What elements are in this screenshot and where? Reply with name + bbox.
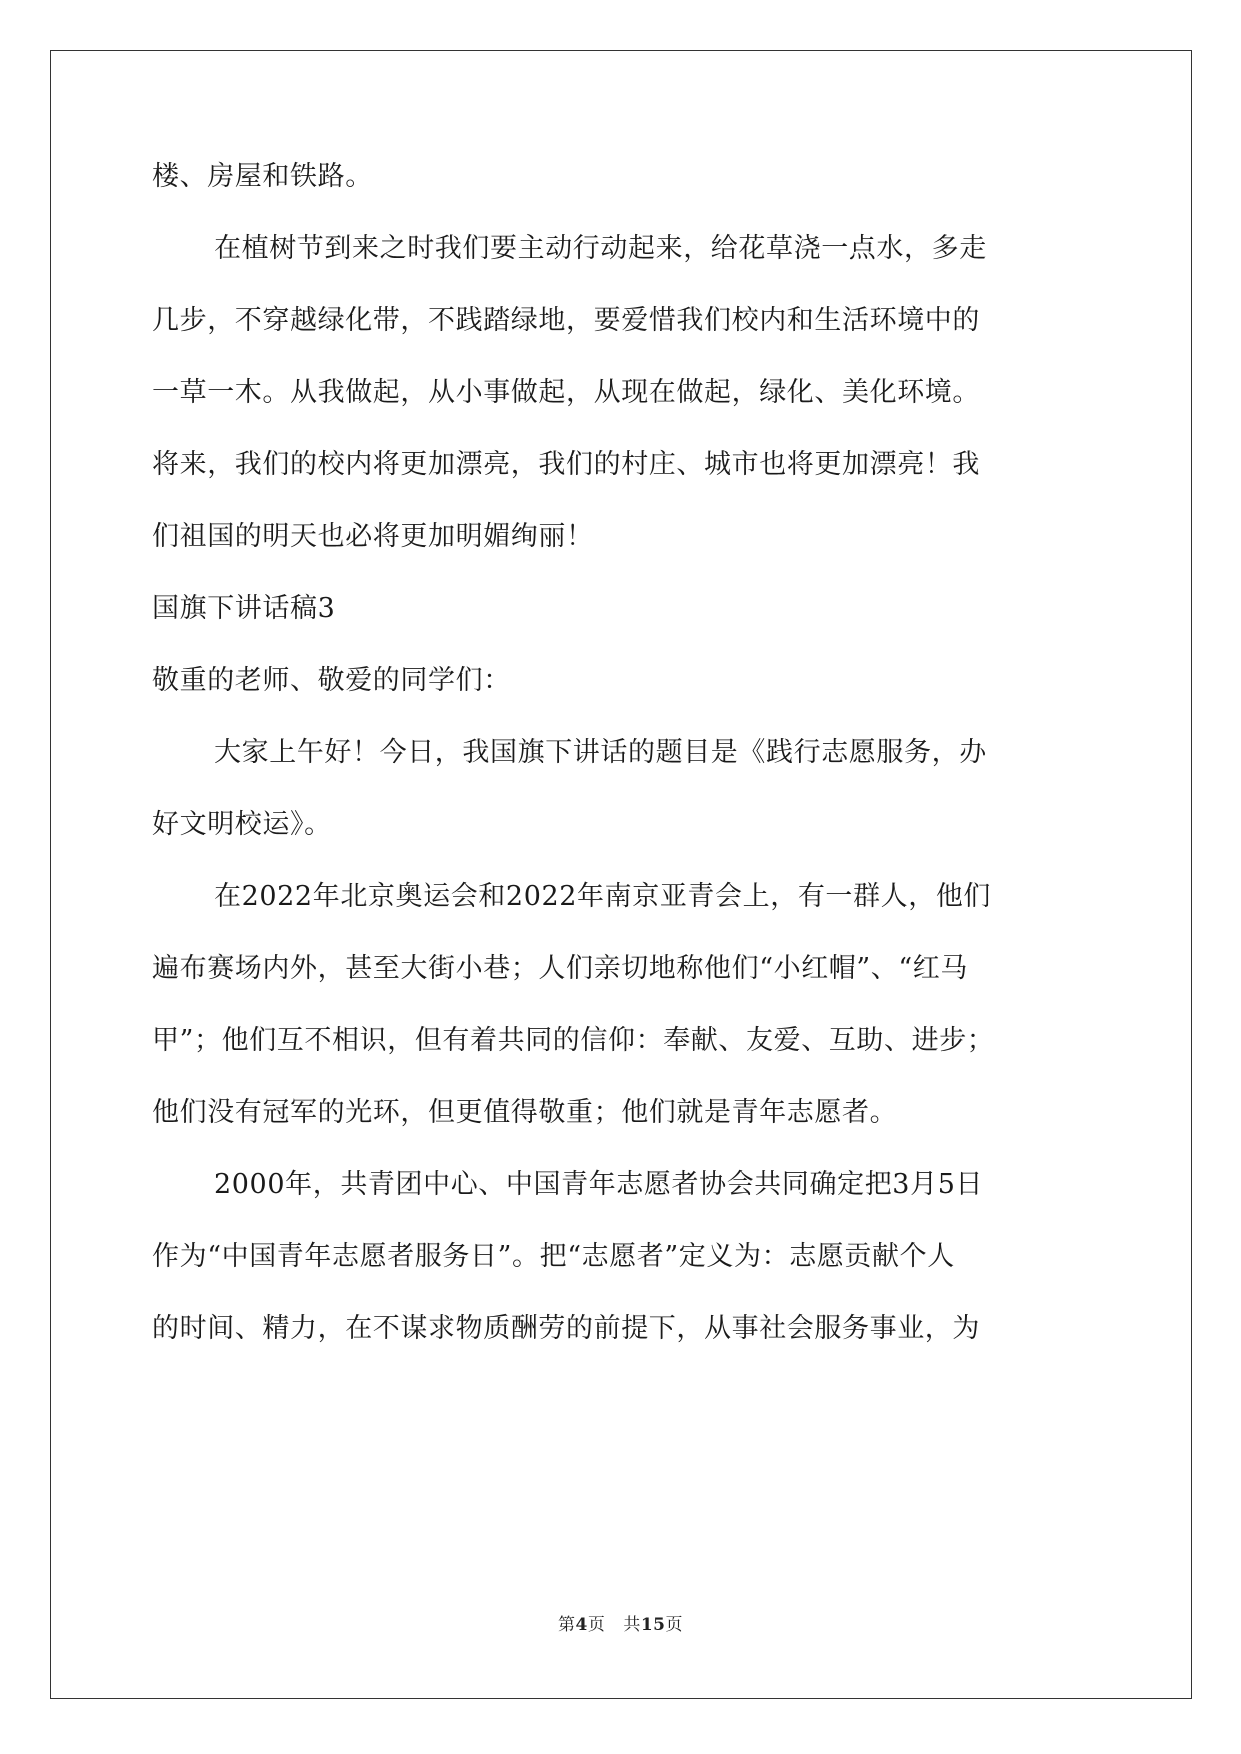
total-page-count: 15	[640, 1615, 666, 1635]
text-line: 他们没有冠军的光环，但更值得敬重；他们就是青年志愿者。	[152, 1097, 898, 1128]
paragraph-line: 在2022年北京奥运会和2022年南京亚青会上，有一群人，他们	[214, 881, 992, 912]
text-line: 好文明校运》。	[152, 809, 332, 840]
page-frame	[50, 50, 1192, 1699]
text-line: 遍布赛场内外，甚至大街小巷；人们亲切地称他们“小红帽”、“红马	[152, 953, 969, 984]
text-line: 一草一木。从我做起，从小事做起，从现在做起，绿化、美化环境。	[152, 377, 980, 408]
text-line: 楼、房屋和铁路。	[152, 161, 373, 192]
text-line: 将来，我们的校内将更加漂亮，我们的村庄、城市也将更加漂亮！我	[152, 449, 980, 480]
paragraph-line: 在植树节到来之时我们要主动行动起来，给花草浇一点水，多走	[214, 233, 987, 264]
section-heading: 国旗下讲话稿3	[152, 593, 336, 624]
text-line: 作为“中国青年志愿者服务日”。把“志愿者”定义为：志愿贡献个人	[152, 1241, 955, 1272]
text-line: 们祖国的明天也必将更加明媚绚丽！	[152, 521, 594, 552]
text-line: 甲”；他们互不相识，但有着共同的信仰：奉献、友爱、互助、进步；	[152, 1025, 995, 1056]
footer-prefix: 第	[557, 1615, 576, 1635]
paragraph-line: 2000年，共青团中心、中国青年志愿者协会共同确定把3月5日	[214, 1169, 984, 1200]
footer-total-prefix: 共	[623, 1615, 641, 1635]
page-footer	[0, 1610, 1241, 1635]
text-line: 的时间、精力，在不谋求物质酬劳的前提下，从事社会服务事业，为	[152, 1313, 980, 1344]
salutation: 敬重的老师、敬爱的同学们：	[152, 665, 511, 696]
footer-page-suffix: 页	[587, 1615, 606, 1635]
text-line: 几步，不穿越绿化带，不践踏绿地，要爱惜我们校内和生活环境中的	[152, 305, 980, 336]
current-page-number: 4	[575, 1615, 588, 1635]
footer-total-suffix: 页	[665, 1615, 683, 1635]
paragraph-line: 大家上午好！今日，我国旗下讲话的题目是《践行志愿服务，办	[214, 737, 987, 768]
